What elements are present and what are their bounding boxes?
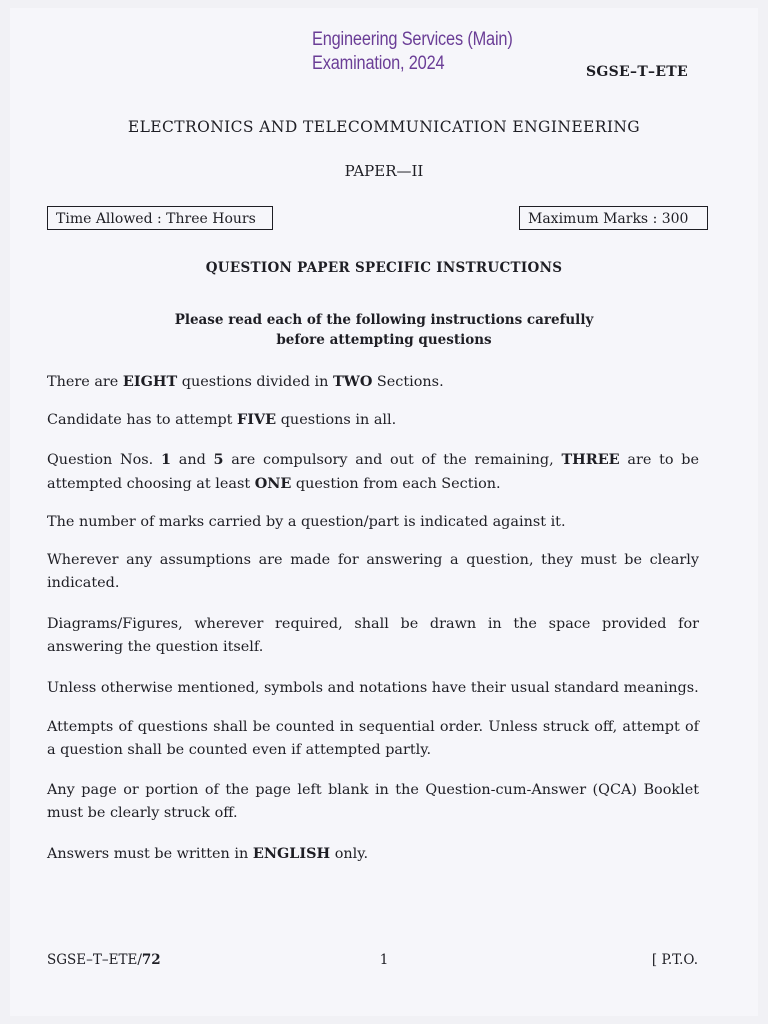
question-paper-page <box>10 8 758 1016</box>
footer-paper-code: SGSE–T–ETE/72 <box>47 952 161 968</box>
instructions-note <box>10 310 758 350</box>
instruction-2: Candidate has to attempt FIVE questions in all. <box>47 411 397 428</box>
paper-number: PAPER—II <box>344 162 424 180</box>
please-turn-over: [ P.T.O. <box>651 952 698 968</box>
instruction-10: Answers must be written in ENGLISH only. <box>47 845 369 862</box>
note-line-1: Please read each of the following instructions carefully <box>174 312 594 328</box>
instructions-heading: QUESTION PAPER SPECIFIC INSTRUCTIONS <box>205 260 563 276</box>
page-number: 1 <box>379 952 389 968</box>
instruction-6: Diagrams/Figures, wherever required, shall be drawn in the space provided for answering the question itself. <box>47 616 699 655</box>
instruction-4: The number of marks carried by a question/part is indicated against it. <box>47 514 566 530</box>
instruction-5: Wherever any assumptions are made for answering a question, they must be clearly indicated. <box>47 552 699 591</box>
stamp-line-1: Engineering Services (Main) <box>312 29 513 50</box>
time-allowed-box: Time Allowed : Three Hours <box>47 206 273 230</box>
examination-stamp <box>312 28 513 76</box>
paper-code: SGSE–T–ETE <box>585 64 688 80</box>
instruction-8: Attempts of questions shall be counted in sequential order. Unless struck off, attempt of a question shall be counted even if attempted partly. <box>47 719 699 758</box>
instruction-1: There are EIGHT questions divided in TWO Sections. <box>47 373 444 390</box>
instruction-9: Any page or portion of the page left blank in the Question-cum-Answer (QCA) Booklet must be clearly struck off. <box>47 782 699 821</box>
instruction-7: Unless otherwise mentioned, symbols and notations have their usual standard meanings. <box>47 680 699 696</box>
subject-title: ELECTRONICS AND TELECOMMUNICATION ENGINEERING <box>127 118 641 136</box>
maximum-marks-box: Maximum Marks : 300 <box>519 206 708 230</box>
instruction-3: Question Nos. 1 and 5 are compulsory and out of the remaining, THREE are to be attempted choosing at least ONE question from each Section. <box>47 451 700 492</box>
stamp-line-2: Examination, 2024 <box>312 53 445 74</box>
note-line-2: before attempting questions <box>276 332 492 348</box>
